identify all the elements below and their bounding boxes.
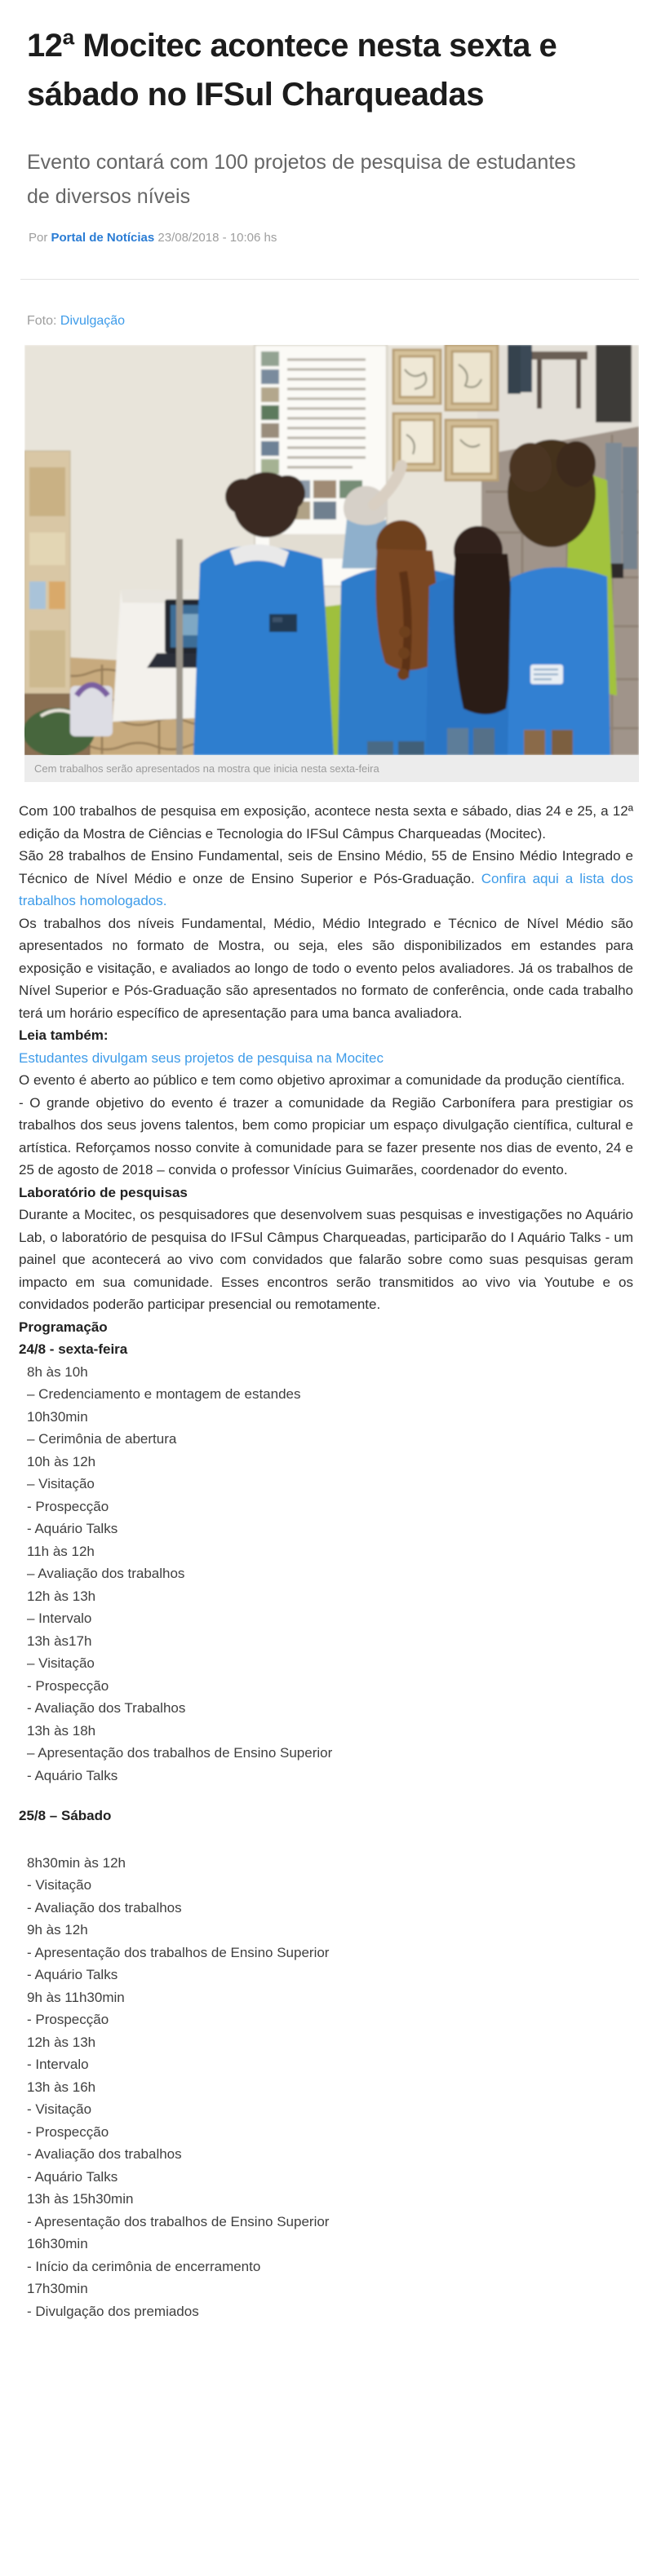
schedule-item: 11h às 12h <box>27 1543 95 1559</box>
schedule-item: - Prospecção <box>27 1498 109 1514</box>
schedule-item: - Intervalo <box>27 2057 89 2072</box>
schedule-item: - Prospecção <box>27 1677 109 1694</box>
schedule-item: 13h às 16h <box>27 2079 96 2095</box>
schedule-item: 9h às 11h30min <box>27 1989 125 2005</box>
paragraph-formats: Os trabalhos dos níveis Fundamental, Médio, Médio Integrado e Técnico de Nível Médio são apresentados no formato de Mostra, ou seja, eles são disponibilizados em estandes para exposição e visitação, e avaliados ao longo de todo o evento pelos avaliadores. Já os trabalhos de Nível Superior e Pós-Graduação são apresentados no formato de conferência, onde cada trabalho terá um horário específico de apresentação para uma banca avaliadora. <box>19 915 633 1021</box>
article-subtitle: Evento contará com 100 projetos de pesquisa de estudantes de diversos níveis <box>27 151 576 208</box>
schedule-day2-list <box>27 1852 633 2323</box>
article-body <box>19 800 633 2322</box>
schedule-item: - Aquário Talks <box>27 1767 118 1783</box>
photo-credit <box>27 314 652 329</box>
read-also-link[interactable]: Estudantes divulgam seus projetos de pesquisa na Mocitec <box>19 1049 384 1066</box>
article-photo-illustration <box>24 345 639 755</box>
author-link[interactable]: Portal de Notícias <box>51 231 155 245</box>
paragraph-works-text: São 28 trabalhos de Ensino Fundamental, seis de Ensino Médio, 55 de Ensino Médio Integrado e Técnico de Nível Médio e onze de Ensino Superior e Pós-Graduação. <box>19 848 633 886</box>
schedule-item: 10h30min <box>27 1408 88 1425</box>
schedule-item: – Avaliação dos trabalhos <box>27 1566 185 1581</box>
schedule-item: - Aquário Talks <box>27 1521 118 1536</box>
schedule-item: 17h30min <box>27 2281 88 2296</box>
schedule-item: 8h30min às 12h <box>27 1854 126 1871</box>
schedule-item: – Apresentação dos trabalhos de Ensino Superior <box>27 1745 333 1761</box>
schedule-item: 13h às17h <box>27 1633 92 1649</box>
schedule-item: 8h às 10h <box>27 1363 88 1380</box>
photo-credit-link[interactable]: Divulgação <box>60 314 126 328</box>
divider <box>20 279 639 280</box>
paragraph-works <box>19 845 633 912</box>
photo-credit-label: Foto: <box>27 314 57 328</box>
program-heading: Programação <box>19 1319 108 1335</box>
schedule-item: - Visitação <box>27 1877 92 1893</box>
schedule-item: - Visitação <box>27 2101 92 2117</box>
paragraph-open-public: O evento é aberto ao público e tem como objetivo aproximar a comunidade da produção científica. <box>19 1072 625 1088</box>
lab-heading: Laboratório de pesquisas <box>19 1184 188 1200</box>
byline-prefix: Por <box>29 231 48 245</box>
schedule-item: - Avaliação dos trabalhos <box>27 2146 182 2162</box>
article-photo <box>24 345 639 782</box>
schedule-item: – Credenciamento e montagem de estandes <box>27 1386 301 1402</box>
schedule-item: – Intervalo <box>27 1611 92 1626</box>
schedule-item: 9h às 12h <box>27 1922 88 1938</box>
schedule-day1-list <box>27 1361 633 1787</box>
schedule-item: 12h às 13h <box>27 1588 96 1604</box>
schedule-item: – Visitação <box>27 1655 95 1671</box>
schedule-item: - Aquário Talks <box>27 1967 118 1982</box>
schedule-item: 13h às 18h <box>27 1722 96 1739</box>
schedule-item: - Prospecção <box>27 2123 109 2140</box>
publish-datetime: 23/08/2018 - 10:06 hs <box>157 231 277 245</box>
schedule-item: - Apresentação dos trabalhos de Ensino Superior <box>27 1944 330 1960</box>
schedule-item: - Avaliação dos trabalhos <box>27 1899 182 1915</box>
schedule-item: 12h às 13h <box>27 2034 96 2050</box>
schedule-day1-heading: 24/8 - sexta-feira <box>19 1341 128 1357</box>
schedule-item: - Apresentação dos trabalhos de Ensino Superior <box>27 2213 330 2229</box>
read-also-heading: Leia também: <box>19 1027 109 1043</box>
page-title: 12ª Mocitec acontece nesta sexta e sábado no IFSul Charqueadas <box>27 28 557 113</box>
schedule-item: - Início da cerimônia de encerramento <box>27 2258 261 2274</box>
byline <box>29 231 652 245</box>
paragraph-quote: - O grande objetivo do evento é trazer a comunidade da Região Carbonífera para prestigiar os trabalhos dos seus jovens talentos, bem como propiciar um espaço divulgação científica, cultural e artística. Reforçamos nosso convite à comunidade para se fazer presente nos dias de evento, 24 e 25 de agosto de 2018 – convida o professor Vinícius Guimarães, coordenador do evento. <box>19 1094 633 1178</box>
homologated-list-link[interactable]: Confira aqui a lista dos trabalhos homologados. <box>19 870 633 908</box>
schedule-item: 13h às 15h30min <box>27 2191 134 2207</box>
schedule-item: 10h às 12h <box>27 1453 96 1469</box>
schedule-item: - Prospecção <box>27 2012 109 2027</box>
schedule-item: 16h30min <box>27 2236 88 2251</box>
photo-caption: Cem trabalhos serão apresentados na mostra que inicia nesta sexta-feira <box>24 755 639 782</box>
paragraph-intro: Com 100 trabalhos de pesquisa em exposição, acontece nesta sexta e sábado, dias 24 e 25, a 12ª edição da Mostra de Ciências e Tecnologia do IFSul Câmpus Charqueadas (Mocitec). <box>19 803 633 842</box>
paragraph-aquario: Durante a Mocitec, os pesquisadores que desenvolvem suas pesquisas e investigações no Aquário Lab, o laboratório de pesquisa do IFSul Câmpus Charqueadas, participarão do I Aquário Talks - um painel que acontecerá ao vivo com convidados que falarão sobre como suas pesquisas geram impacto em sua comunidade. Esses encontros serão transmitidos ao vivo via Youtube e os convidados poderão participar presencial ou remotamente. <box>19 1207 633 1312</box>
schedule-item: - Aquário Talks <box>27 2168 118 2185</box>
schedule-item: - Divulgação dos premiados <box>27 2303 199 2319</box>
schedule-item: – Cerimônia de abertura <box>27 1431 177 1447</box>
schedule-item: - Avaliação dos Trabalhos <box>27 1700 186 1716</box>
schedule-item: – Visitação <box>27 1476 95 1491</box>
schedule-day2-heading: 25/8 – Sábado <box>19 1808 112 1823</box>
